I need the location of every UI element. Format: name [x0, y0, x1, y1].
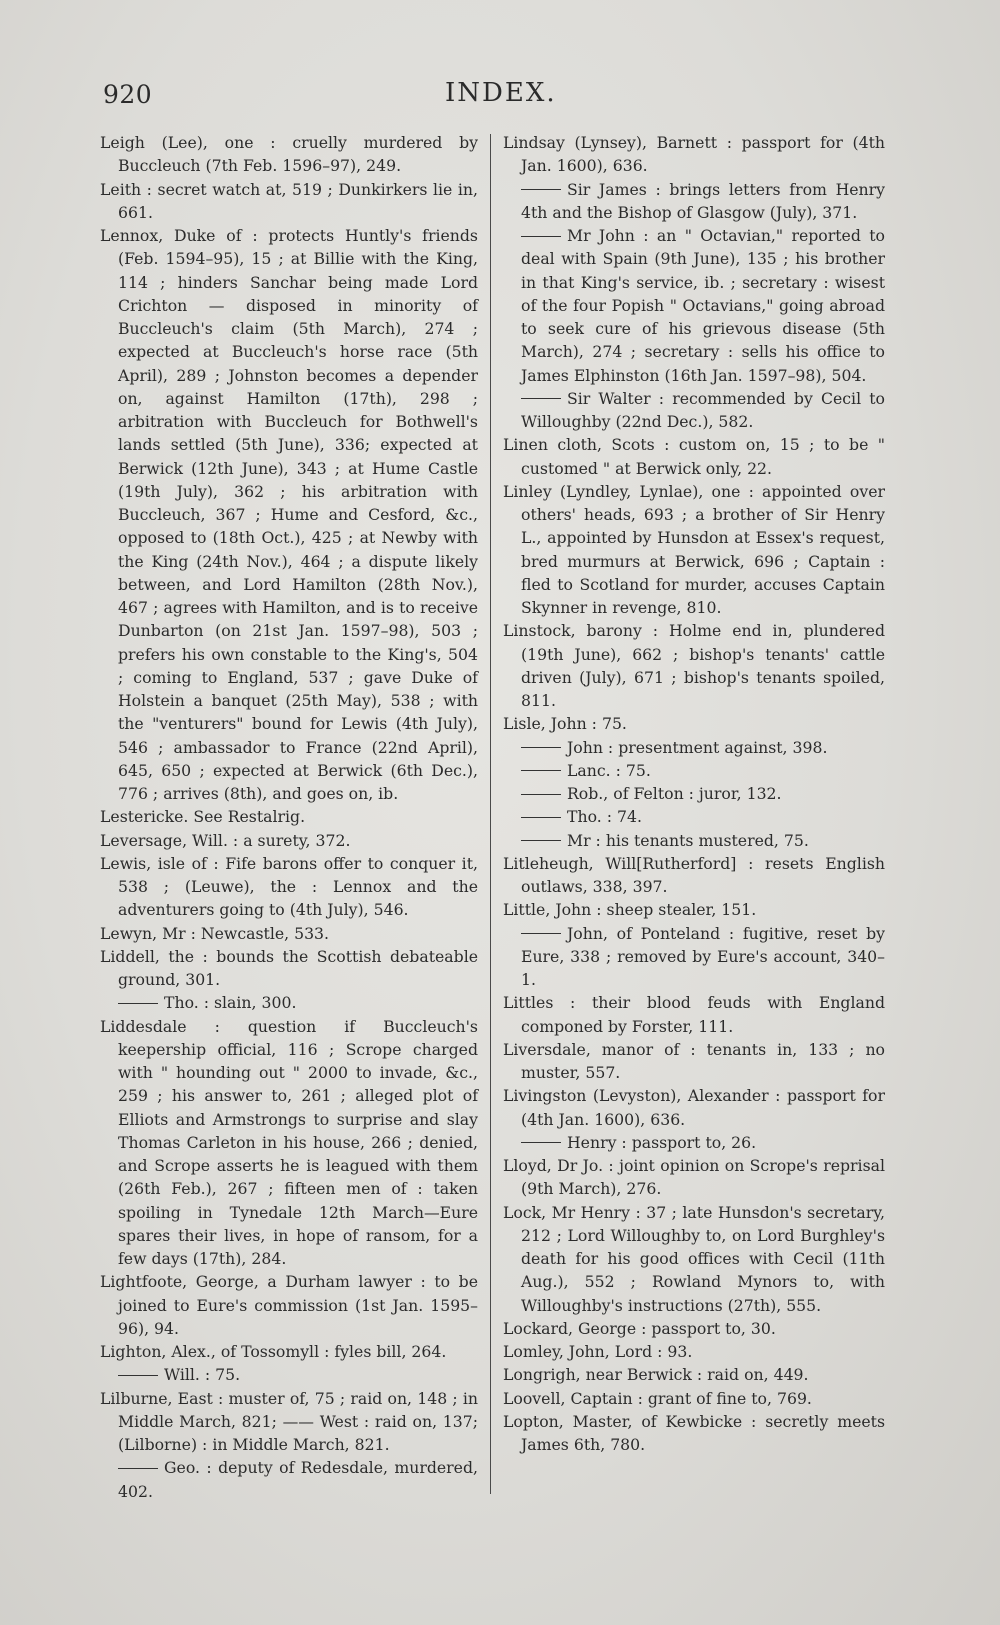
index-entry: [503, 131, 885, 178]
index-subentry: [503, 1131, 885, 1154]
index-subentry: [503, 178, 885, 225]
entry-text: Linstock, barony : Holme end in, plundered (19th June), 662 ; bishop's tenants' cattle driven (July), 671 ; bishop's tenants spoiled, 811.: [503, 621, 885, 710]
index-entry: [503, 480, 885, 620]
ditto-dash: [521, 236, 561, 237]
entry-text: Lightfoote, George, a Durham lawyer : to be joined to Eure's commission (1st Jan. 1595–96), 94.: [100, 1272, 478, 1338]
ditto-dash: [521, 398, 561, 399]
entry-text: Liddell, the : bounds the Scottish debateable ground, 301.: [100, 946, 478, 989]
index-subentry: [503, 759, 885, 782]
entry-text: Liversdale, manor of : tenants in, 133 ; no muster, 557.: [503, 1039, 885, 1082]
ditto-dash: [521, 840, 561, 841]
ditto-dash: [521, 770, 561, 771]
ditto-dash: [521, 1142, 561, 1143]
index-entry: [503, 1317, 885, 1340]
index-entry: [100, 922, 478, 945]
entry-text: Lisle, John : 75.: [503, 714, 627, 734]
index-subentry: [503, 805, 885, 828]
left-column: [100, 131, 478, 1503]
entry-text: Lopton, Master, of Kewbicke : secretly meets James 6th, 780.: [503, 1411, 885, 1454]
entry-text: Lewis, isle of : Fife barons offer to conquer it, 538 ; (Leuwe), the : Lennox and the adventurers going to (4th July), 546.: [100, 853, 478, 920]
index-subentry: [100, 1363, 478, 1386]
page-title: INDEX.: [445, 78, 557, 108]
index-entry: [100, 852, 478, 922]
index-subentry: [503, 922, 885, 992]
entry-text: Lloyd, Dr Jo. : joint opinion on Scrope's reprisal (9th March), 276.: [503, 1156, 885, 1199]
index-entry: [100, 1340, 478, 1363]
entry-text: Rob., of Felton : juror, 132.: [567, 784, 782, 803]
index-subentry: [503, 387, 885, 434]
index-subentry: [100, 991, 478, 1014]
entry-text: Lennox, Duke of : protects Huntly's friends (Feb. 1594–95), 15 ; at Billie with the King, 114 ; hinders Sanchar being made Lord Crichton — disposed in minority of Buccleuch's claim (5th March), 274 ; expected at Buccleuch's horse race (5th April), 289 ; Johnston becomes a depender on, against Hamilton (17th), 298 ; arbitration with Buccleuch for Bothwell's lands settled (5th June), 336; expected at Berwick (12th June), 343 ; at Hume Castle (19th July), 362 ; his arbitration with Buccleuch, 367 ; Hume and Cesford, &c., opposed to (18th Oct.), 425 ; at Newby with the King (24th Nov.), 464 ; a dispute likely between, and Lord Hamilton (28th Nov.), 467 ; agrees with Hamilton, and is to receive Dunbarton (on 21st Jan. 1597–98), 503 ; prefers his own constable to the King's, 504 ; coming to England, 537 ; gave Duke of Holstein a banquet (25th May), 538 ; with the "venturers" bound for Lewis (4th July), 546 ; ambassador to France (22nd April), 645, 650 ; expected at Berwick (6th Dec.), 776 ; arrives (8th), and goes on, ib.: [100, 226, 478, 803]
index-entry: [100, 829, 478, 852]
entry-text: Lewyn, Mr : Newcastle, 533.: [100, 923, 330, 943]
right-column: [503, 131, 885, 1456]
entry-text: Tho. : slain, 300.: [164, 993, 297, 1013]
entry-text: Lestericke. See Restalrig.: [100, 807, 306, 827]
entry-text: Linen cloth, Scots : custom on, 15 ; to be " customed " at Berwick only, 22.: [503, 435, 885, 478]
index-entry: [503, 619, 885, 712]
index-entry: [503, 852, 885, 899]
ditto-dash: [521, 933, 561, 934]
index-subentry: [503, 829, 885, 852]
index-entry: [503, 1387, 885, 1410]
entry-text: Lockard, George : passport to, 30.: [503, 1318, 776, 1338]
ditto-dash: [118, 1375, 158, 1376]
entry-text: Will. : 75.: [164, 1365, 241, 1385]
entry-text: Loovell, Captain : grant of fine to, 769.: [503, 1388, 812, 1408]
index-entry: [503, 433, 885, 480]
index-entry: [503, 1084, 885, 1131]
index-entry: [100, 805, 478, 828]
index-subentry: [503, 736, 885, 759]
entry-text: Lomley, John, Lord : 93.: [503, 1342, 693, 1361]
index-entry: [503, 1038, 885, 1085]
column-divider: [490, 134, 491, 1494]
ditto-dash: [118, 1468, 158, 1469]
index-entry: [503, 1340, 885, 1363]
entry-text: Leigh (Lee), one : cruelly murdered by Buccleuch (7th Feb. 1596–97), 249.: [100, 133, 478, 176]
index-entry: [100, 178, 478, 225]
index-entry: [100, 1387, 478, 1457]
entry-text: Mr John : an " Octavian," reported to deal with Spain (9th June), 135 ; his brother in that King's service, ib. ; secretary : wisest of the four Popish " Octavians," going abroad to seek cure of his grievous disease (5th March), 274 ; secretary : sells his office to James Elphinston (16th Jan. 1597–98), 504.: [521, 226, 885, 385]
index-entry: [503, 1410, 885, 1457]
entry-text: Longrigh, near Berwick : raid on, 449.: [503, 1365, 809, 1385]
index-entry: [503, 712, 885, 735]
entry-text: Lighton, Alex., of Tossomyll : fyles bill, 264.: [100, 1342, 447, 1361]
entry-text: Lindsay (Lynsey), Barnett : passport for (4th Jan. 1600), 636.: [503, 133, 885, 176]
index-entry: [100, 1015, 478, 1271]
entry-text: Litleheugh, Will[Rutherford] : resets English outlaws, 338, 397.: [503, 853, 885, 896]
entry-text: John : presentment against, 398.: [567, 737, 828, 757]
ditto-dash: [118, 1003, 158, 1004]
index-entry: [100, 945, 478, 992]
entry-text: Little, John : sheep stealer, 151.: [503, 900, 757, 920]
index-entry: [503, 1363, 885, 1386]
entry-text: Lilburne, East : muster of, 75 ; raid on, 148 ; in Middle March, 821; —— West : raid on, 137; (Lilborne) : in Middle March, 821.: [100, 1388, 478, 1454]
page-number: 920: [103, 80, 153, 109]
entry-text: Henry : passport to, 26.: [567, 1132, 757, 1152]
index-entry: [503, 898, 885, 921]
entry-text: Leversage, Will. : a surety, 372.: [100, 830, 351, 850]
entry-text: Liddesdale : question if Buccleuch's keepership official, 116 ; Scrope charged with " hounding out " 2000 to invade, &c., 259 ; his answer to, 261 ; alleged plot of Elliots and Armstrongs to surprise and slay Thomas Carleton in his house, 266 ; denied, and Scrope asserts he is leagued with them (26th Feb.), 267 ; fifteen men of : taken spoiling in Tynedale 12th March—Eure spares their lives, in hope of ransom, for a few days (17th), 284.: [100, 1016, 478, 1268]
index-entry: [100, 131, 478, 178]
ditto-dash: [521, 189, 561, 190]
entry-text: Lock, Mr Henry : 37 ; late Hunsdon's secretary, 212 ; Lord Willoughby to, on Lord Burghley's death for his good offices with Cecil (11th Aug.), 552 ; Rowland Mynors to, with Willoughby's instructions (27th), 555.: [503, 1202, 885, 1315]
entry-text: Littles : their blood feuds with England componed by Forster, 111.: [503, 993, 885, 1036]
index-entry: [503, 1154, 885, 1201]
ditto-dash: [521, 794, 561, 795]
index-subentry: [503, 782, 885, 805]
index-subentry: [503, 224, 885, 387]
ditto-dash: [521, 817, 561, 818]
entry-text: Leith : secret watch at, 519 ; Dunkirkers lie in, 661.: [100, 179, 478, 222]
index-subentry: [100, 1456, 478, 1503]
entry-text: Linley (Lyndley, Lynlae), one : appointed over others' heads, 693 ; a brother of Sir Henry L., appointed by Hunsdon at Essex's request, bred murmurs at Berwick, 696 ; Captain : fled to Scotland for murder, accuses Captain Skynner in revenge, 810.: [503, 481, 885, 617]
entry-text: Mr : his tenants mustered, 75.: [567, 830, 809, 850]
entry-text: Livingston (Levyston), Alexander : passport for (4th Jan. 1600), 636.: [503, 1086, 885, 1129]
entry-text: John, of Ponteland : fugitive, reset by Eure, 338 ; removed by Eure's account, 340–1.: [521, 923, 885, 989]
entry-text: Sir James : brings letters from Henry 4th and the Bishop of Glasgow (July), 371.: [521, 179, 885, 222]
entry-text: Tho. : 74.: [567, 807, 642, 827]
entry-text: Sir Walter : recommended by Cecil to Willoughby (22nd Dec.), 582.: [521, 388, 885, 431]
index-entry: [503, 1201, 885, 1317]
entry-text: Lanc. : 75.: [567, 760, 651, 780]
index-entry: [503, 991, 885, 1038]
index-entry: [100, 224, 478, 805]
ditto-dash: [521, 747, 561, 748]
index-entry: [100, 1270, 478, 1340]
entry-text: Geo. : deputy of Redesdale, murdered, 402.: [118, 1458, 478, 1501]
